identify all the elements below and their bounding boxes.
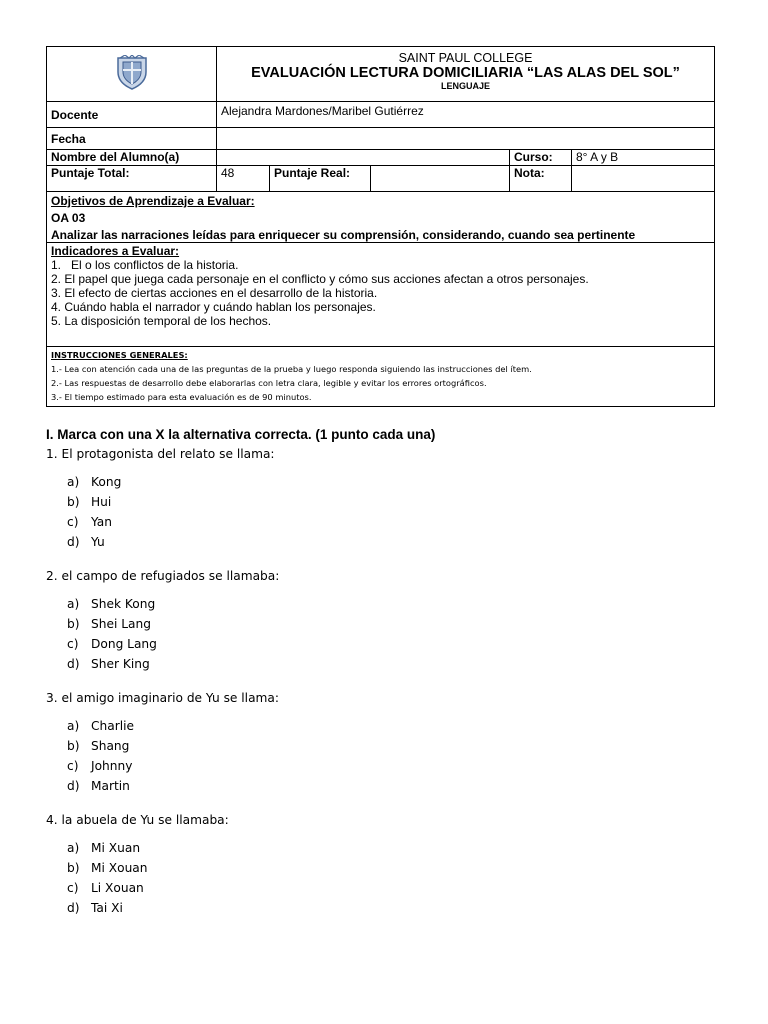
- option-text: Li Xouan: [91, 881, 144, 895]
- indicator-item: 4. Cuándo habla el narrador y cuándo hablan los personajes.: [51, 300, 376, 314]
- nota-label: Nota:: [510, 166, 572, 192]
- option-text: Tai Xi: [91, 901, 123, 915]
- option-text: Shang: [91, 739, 130, 753]
- instruction-item: 3.- El tiempo estimado para esta evaluación es de 90 minutos.: [51, 392, 312, 402]
- subject-label: LENGUAJE: [441, 81, 491, 91]
- nombre-field[interactable]: [217, 150, 510, 166]
- question-2: 2. el campo de refugiados se llamaba:: [46, 569, 280, 583]
- option-text: Dong Lang: [91, 637, 157, 651]
- indicator-item: 1. El o los conflictos de la historia.: [51, 258, 239, 272]
- question-4: 4. la abuela de Yu se llamaba:: [46, 813, 229, 827]
- option-letter: c): [67, 515, 79, 529]
- option-q3-c[interactable]: [67, 756, 726, 776]
- docente-label: Docente: [47, 102, 217, 128]
- title-block: [217, 47, 715, 102]
- option-letter: a): [67, 719, 80, 733]
- option-text: Johnny: [91, 759, 133, 773]
- curso-value: 8° A y B: [572, 150, 715, 166]
- option-text: Kong: [91, 475, 122, 489]
- school-crest-icon: [115, 55, 149, 91]
- indicator-item: 5. La disposición temporal de los hechos.: [51, 314, 272, 328]
- docente-value: Alejandra Mardones/Maribel Gutiérrez: [217, 102, 715, 128]
- exam-title: EVALUACIÓN LECTURA DOMICILIARIA “LAS ALAS DEL SOL”: [251, 65, 680, 81]
- indicator-item: 2. El papel que juega cada personaje en el conflicto y cómo sus acciones afectan a otros personajes.: [51, 272, 589, 286]
- header-table: [46, 46, 715, 407]
- option-q2-c[interactable]: [67, 634, 726, 654]
- option-q4-a[interactable]: [67, 838, 726, 858]
- options-q4: [67, 838, 726, 918]
- option-text: Yu: [91, 535, 105, 549]
- option-letter: b): [67, 739, 80, 753]
- objectives-heading: Objetivos de Aprendizaje a Evaluar:: [51, 194, 255, 208]
- question-3: 3. el amigo imaginario de Yu se llama:: [46, 691, 279, 705]
- objectives-block: [47, 192, 715, 243]
- option-text: Charlie: [91, 719, 134, 733]
- option-letter: c): [67, 881, 79, 895]
- option-text: Mi Xouan: [91, 861, 148, 875]
- option-letter: b): [67, 617, 80, 631]
- option-text: Yan: [91, 515, 112, 529]
- fecha-field[interactable]: [217, 128, 715, 150]
- option-letter: d): [67, 535, 80, 549]
- curso-label: Curso:: [510, 150, 572, 166]
- fecha-label: Fecha: [47, 128, 217, 150]
- option-letter: d): [67, 779, 80, 793]
- option-letter: c): [67, 637, 79, 651]
- option-q4-b[interactable]: [67, 858, 726, 878]
- option-letter: b): [67, 495, 80, 509]
- option-q2-a[interactable]: [67, 594, 726, 614]
- option-text: Mi Xuan: [91, 841, 141, 855]
- option-letter: a): [67, 475, 80, 489]
- option-letter: a): [67, 841, 80, 855]
- indicators-heading: Indicadores a Evaluar:: [51, 244, 180, 258]
- school-name: SAINT PAUL COLLEGE: [398, 51, 533, 65]
- option-q3-d[interactable]: [67, 776, 726, 796]
- option-q4-d[interactable]: [67, 898, 726, 918]
- option-q4-c[interactable]: [67, 878, 726, 898]
- options-q1: [67, 472, 726, 552]
- option-q3-b[interactable]: [67, 736, 726, 756]
- option-q3-a[interactable]: [67, 716, 726, 736]
- options-q2: [67, 594, 726, 674]
- objective-text: Analizar las narraciones leídas para enriquecer su comprensión, considerando, cuando sea pertinente: [51, 228, 636, 242]
- instruction-item: 2.- Las respuestas de desarrollo debe elaborarlas con letra clara, legible y evitar los errores ortográficos.: [51, 378, 487, 388]
- option-letter: c): [67, 759, 79, 773]
- option-text: Hui: [91, 495, 112, 509]
- option-letter: d): [67, 657, 80, 671]
- instructions-heading: INSTRUCCIONES GENERALES:: [51, 350, 188, 360]
- option-letter: a): [67, 597, 80, 611]
- nombre-label: Nombre del Alumno(a): [47, 150, 217, 166]
- instructions-block: [47, 347, 715, 407]
- option-q2-d[interactable]: [67, 654, 726, 674]
- options-q3: [67, 716, 726, 796]
- nota-field[interactable]: [572, 166, 715, 192]
- option-text: Sher King: [91, 657, 150, 671]
- option-q2-b[interactable]: [67, 614, 726, 634]
- indicator-item: 3. El efecto de ciertas acciones en el desarrollo de la historia.: [51, 286, 378, 300]
- option-letter: d): [67, 901, 80, 915]
- option-text: Shek Kong: [91, 597, 156, 611]
- option-text: Martin: [91, 779, 130, 793]
- puntaje-real-field[interactable]: [371, 166, 510, 192]
- logo-cell: [47, 47, 217, 102]
- indicators-block: [47, 243, 715, 347]
- section-title: I. Marca con una X la alternativa correcta. (1 punto cada una): [46, 427, 436, 442]
- instruction-item: 1.- Lea con atención cada una de las preguntas de la prueba y luego responda siguiendo las instrucciones del ítem.: [51, 364, 532, 374]
- option-q1-b[interactable]: [67, 492, 726, 512]
- puntaje-total-label: Puntaje Total:: [47, 166, 217, 192]
- puntaje-real-label: Puntaje Real:: [270, 166, 371, 192]
- option-letter: b): [67, 861, 80, 875]
- option-q1-d[interactable]: [67, 532, 726, 552]
- option-text: Shei Lang: [91, 617, 151, 631]
- objective-code: OA 03: [51, 211, 86, 225]
- puntaje-total-value: 48: [217, 166, 270, 192]
- option-q1-a[interactable]: [67, 472, 726, 492]
- question-1: 1. El protagonista del relato se llama:: [46, 447, 275, 461]
- section-1: [46, 426, 726, 934]
- option-q1-c[interactable]: [67, 512, 726, 532]
